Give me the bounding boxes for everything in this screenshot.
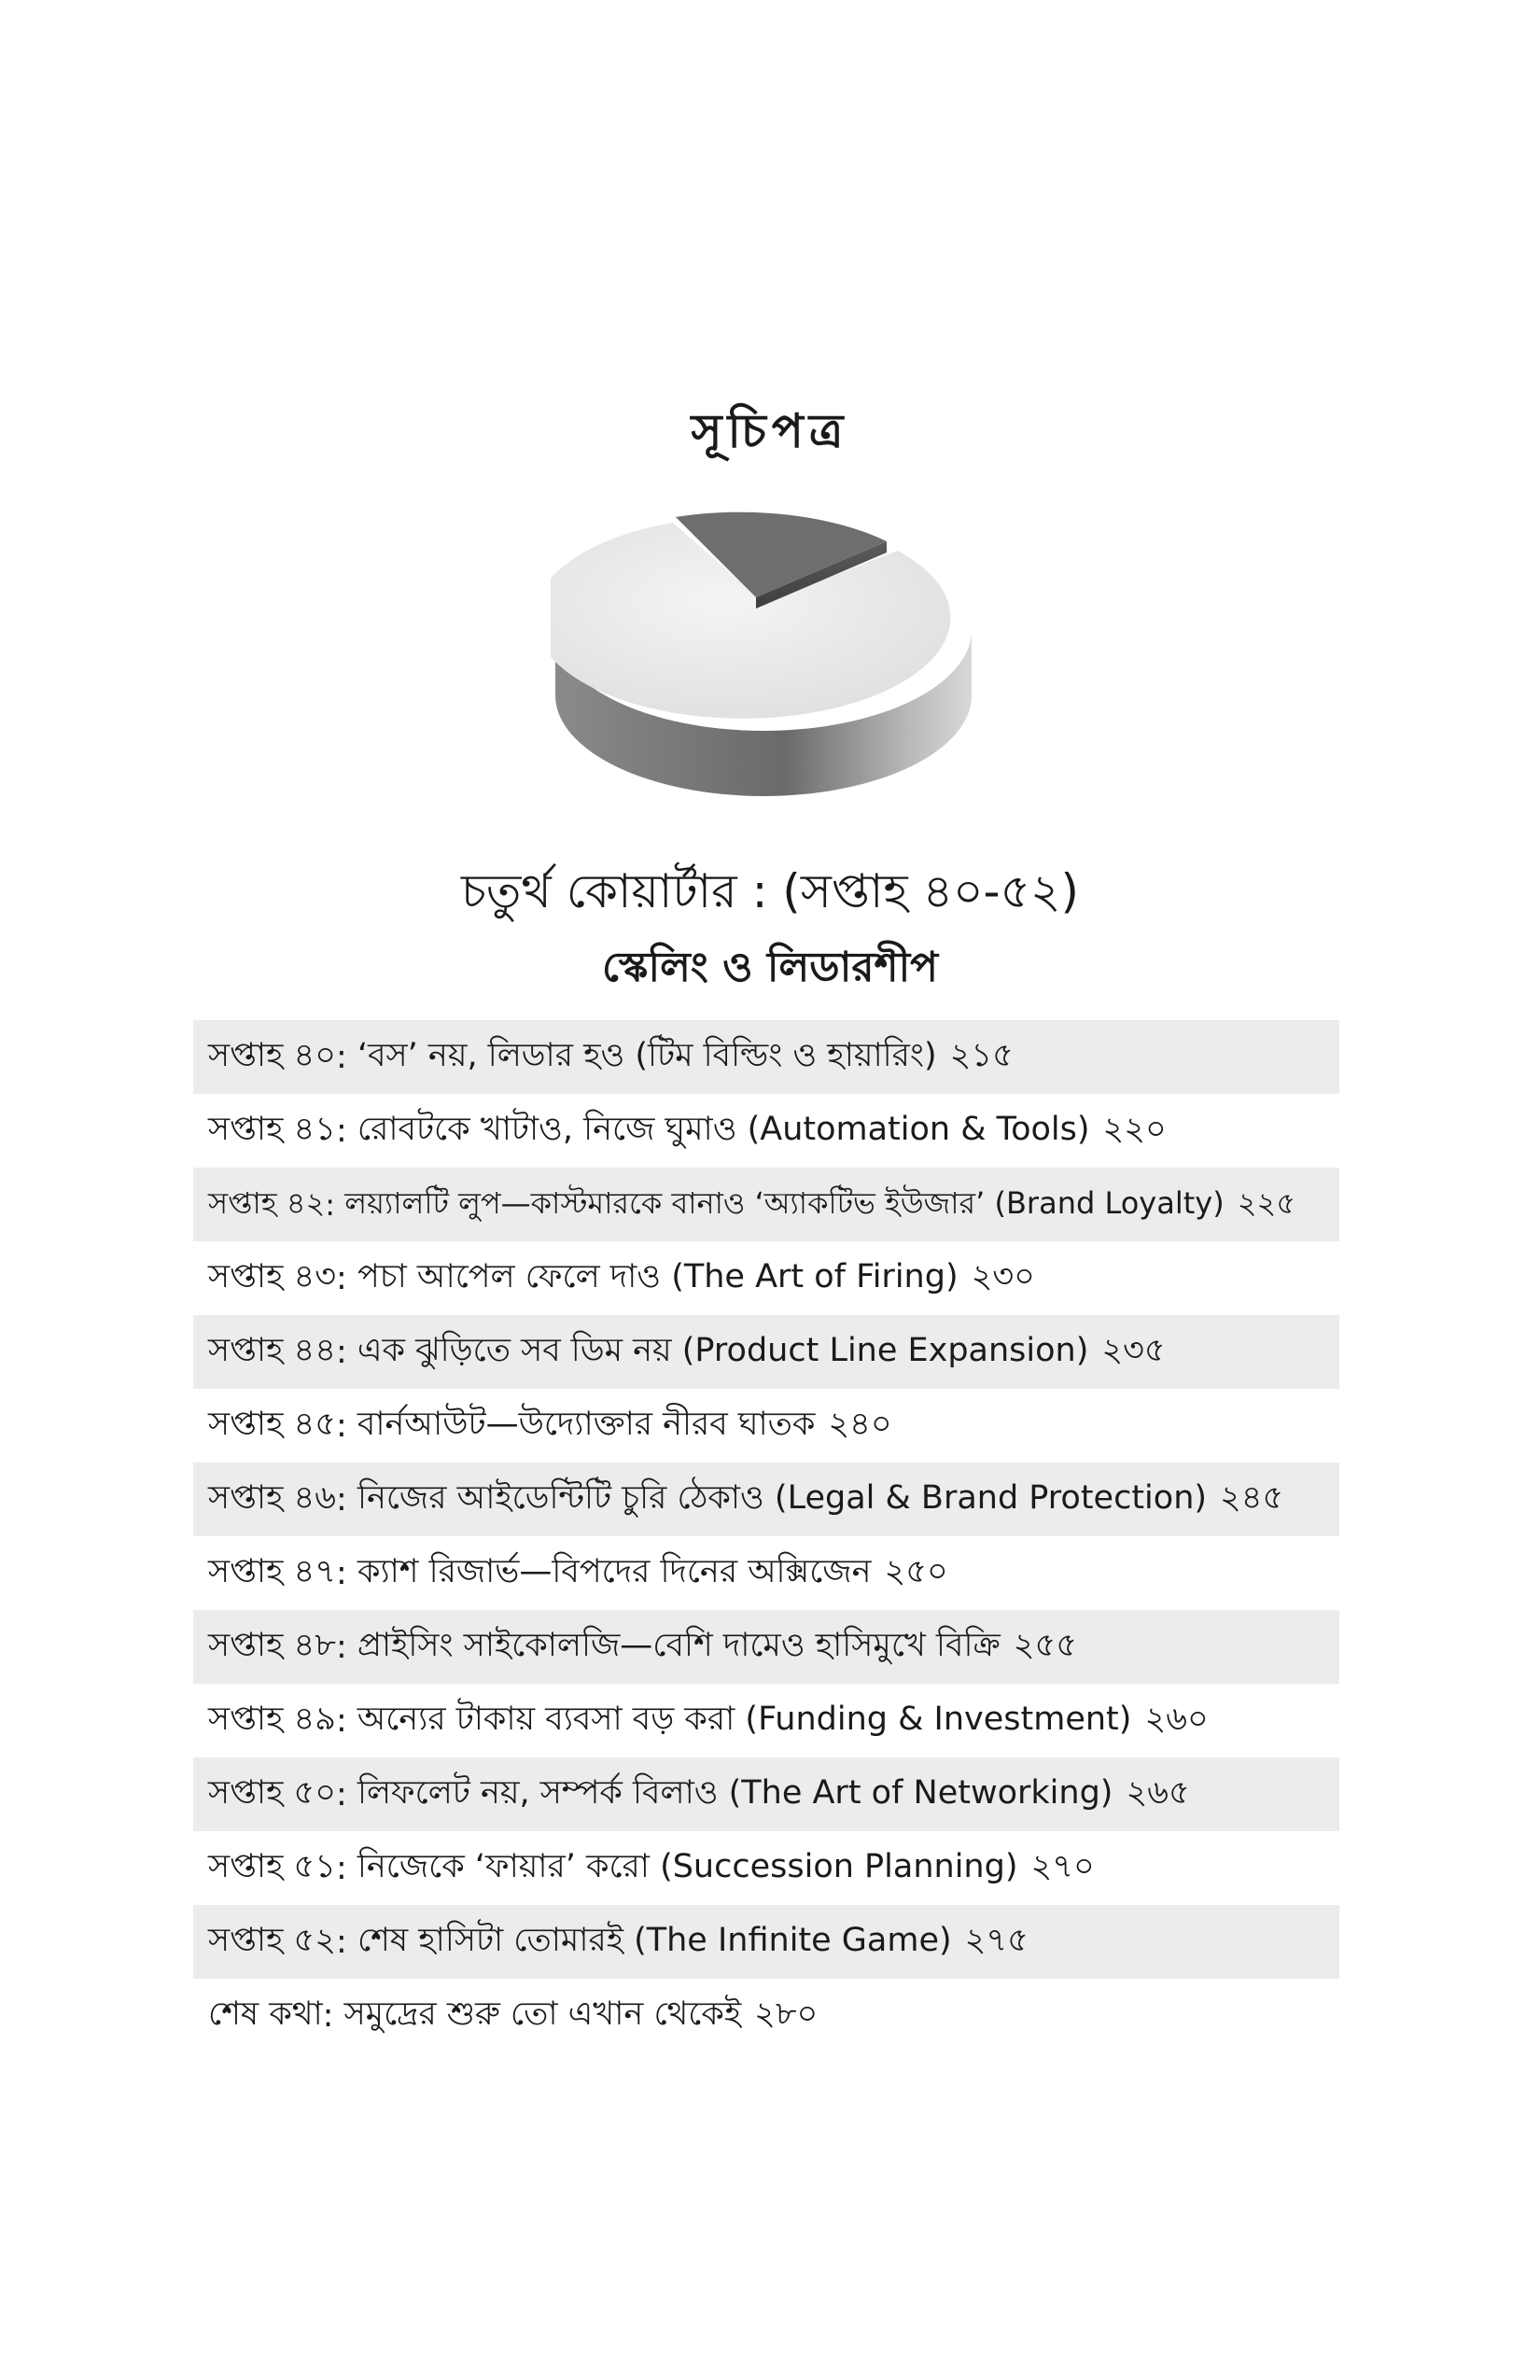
- quarter-subheading: স্কেলিং ও লিডারশীপ: [601, 944, 939, 991]
- toc-entry-page: ২৩৫: [1101, 1332, 1166, 1369]
- toc-entry[interactable]: সপ্তাহ ৪৫ : বার্নআউট—উদ্যোক্তার নীরব ঘাতক ২৪০: [193, 1389, 1339, 1463]
- toc-entry-title: রোবটকে খাটাও, নিজে ঘুমাও (Automation & Tools): [357, 1111, 1090, 1148]
- toc-entry-label: সপ্তাহ ৪১: [208, 1111, 336, 1148]
- toc-entry-title: বার্নআউট—উদ্যোক্তার নীরব ঘাতক: [357, 1406, 816, 1443]
- page-title: সূচিপত্র: [691, 404, 849, 458]
- toc-entry-label: সপ্তাহ ৪০: [208, 1037, 337, 1074]
- toc-entry-title: নিজের আইডেন্টিটি চুরি ঠেকাও (Legal & Brand Protection): [357, 1479, 1208, 1517]
- 3d-pie-chart-icon: [551, 504, 980, 821]
- toc-entry-page: ২৪০: [828, 1406, 892, 1443]
- toc-entry[interactable]: সপ্তাহ ৫২ : শেষ হাসিটা তোমারই (The Infinite Game) ২৭৫: [193, 1905, 1339, 1979]
- toc-entry[interactable]: সপ্তাহ ৫০ : লিফলেট নয়, সম্পর্ক বিলাও (The Art of Networking) ২৬৫: [193, 1757, 1339, 1831]
- toc-entry[interactable]: সপ্তাহ ৪৩ : পচা আপেল ফেলে দাও (The Art of Firing) ২৩০: [193, 1241, 1339, 1315]
- toc-entry-title: লিফলেট নয়, সম্পর্ক বিলাও (The Art of Networking): [357, 1774, 1113, 1812]
- pie-illustration: [551, 504, 980, 821]
- toc-entry-title: অন্যের টাকায় ব্যবসা বড় করা (Funding & Investment): [357, 1701, 1132, 1738]
- toc-entry[interactable]: শেষ কথা : সমুদ্রের শুরু তো এখান থেকেই ২৮০: [193, 1979, 1339, 2052]
- toc-entry[interactable]: সপ্তাহ ৪০ : ‘বস’ নয়, লিডার হও (টিম বিল্ডিং ও হায়ারিং) ২১৫: [193, 1020, 1339, 1094]
- toc-entry[interactable]: সপ্তাহ ৪১ : রোবটকে খাটাও, নিজে ঘুমাও (Automation & Tools) ২২০: [193, 1094, 1339, 1168]
- toc-entry-label: সপ্তাহ ৫১: [208, 1848, 336, 1885]
- toc-entry-label: সপ্তাহ ৪৩: [208, 1258, 337, 1295]
- toc-entry-page: ২৫০: [884, 1553, 948, 1590]
- quarter-heading: চতুর্থ কোয়ার্টার : (সপ্তাহ ৪০-৫২): [460, 864, 1080, 918]
- toc-entry-title: ‘বস’ নয়, লিডার হও (টিম বিল্ডিং ও হায়ারিং): [357, 1037, 937, 1074]
- toc-entry[interactable]: সপ্তাহ ৫১ : নিজেকে ‘ফায়ার’ করো (Succession Planning) ২৭০: [193, 1831, 1339, 1905]
- toc-entry-page: ২২০: [1102, 1111, 1167, 1148]
- table-of-contents: [193, 1020, 1339, 2052]
- toc-entry-label: সপ্তাহ ৫০: [208, 1774, 337, 1812]
- toc-entry-title: শেষ হাসিটা তোমারই (The Infinite Game): [357, 1922, 952, 1959]
- toc-entry-title: ক্যাশ রিজার্ভ—বিপদের দিনের অক্সিজেন: [357, 1553, 872, 1590]
- toc-entry-page: ২৭০: [1030, 1848, 1095, 1885]
- toc-entry-title: পচা আপেল ফেলে দাও (The Art of Firing): [357, 1258, 959, 1295]
- toc-entry-page: ২১৫: [949, 1037, 1014, 1074]
- toc-entry-label: সপ্তাহ ৪৮: [208, 1627, 336, 1664]
- toc-entry[interactable]: সপ্তাহ ৪৮ : প্রাইসিং সাইকোলজি—বেশি দামেও হাসিমুখে বিক্রি ২৫৫: [193, 1610, 1339, 1684]
- toc-entry-page: ২৮০: [754, 1995, 819, 2033]
- toc-entry-page: ২৩০: [971, 1258, 1035, 1295]
- toc-entry-title: এক ঝুড়িতে সব ডিম নয় (Product Line Expansion): [357, 1332, 1089, 1369]
- toc-entry-page: ২৪৫: [1220, 1479, 1284, 1517]
- toc-entry-page: ২৫৫: [1013, 1627, 1077, 1664]
- toc-entry-page: ২৬০: [1144, 1701, 1209, 1738]
- toc-entry-title: লয়্যালটি লুপ—কাস্টমারকে বানাও ‘অ্যাকটিভ ইউজার’ (Brand Loyalty): [344, 1184, 1225, 1221]
- toc-entry-page: ২২৫: [1237, 1184, 1296, 1221]
- toc-entry-page: ২৬৫: [1126, 1774, 1190, 1812]
- toc-entry-label: সপ্তাহ ৪৭: [208, 1553, 337, 1590]
- toc-entry-title: প্রাইসিং সাইকোলজি—বেশি দামেও হাসিমুখে বিক্রি: [357, 1627, 1001, 1664]
- toc-entry[interactable]: সপ্তাহ ৪৪ : এক ঝুড়িতে সব ডিম নয় (Product Line Expansion) ২৩৫: [193, 1315, 1339, 1389]
- toc-entry[interactable]: সপ্তাহ ৪৬ : নিজের আইডেন্টিটি চুরি ঠেকাও (Legal & Brand Protection) ২৪৫: [193, 1463, 1339, 1536]
- toc-entry[interactable]: সপ্তাহ ৪২ : লয়্যালটি লুপ—কাস্টমারকে বানাও ‘অ্যাকটিভ ইউজার’ (Brand Loyalty) ২২৫: [193, 1168, 1339, 1241]
- toc-entry-label: সপ্তাহ ৪৬: [208, 1479, 337, 1517]
- toc-entry[interactable]: সপ্তাহ ৪৯ : অন্যের টাকায় ব্যবসা বড় করা (Funding & Investment) ২৬০: [193, 1684, 1339, 1757]
- toc-entry-label: সপ্তাহ ৪৫: [208, 1406, 336, 1443]
- toc-entry-label: সপ্তাহ ৪৪: [208, 1332, 336, 1369]
- toc-entry-page: ২৭৫: [964, 1922, 1029, 1959]
- toc-entry-title: নিজেকে ‘ফায়ার’ করো (Succession Planning): [357, 1848, 1018, 1885]
- toc-entry-label: শেষ কথা: [208, 1995, 323, 2033]
- toc-entry-title: সমুদ্রের শুরু তো এখান থেকেই: [343, 1995, 742, 2033]
- toc-entry[interactable]: সপ্তাহ ৪৭ : ক্যাশ রিজার্ভ—বিপদের দিনের অক্সিজেন ২৫০: [193, 1536, 1339, 1610]
- toc-entry-label: সপ্তাহ ৫২: [208, 1922, 337, 1959]
- toc-entry-label: সপ্তাহ ৪২: [208, 1184, 326, 1221]
- toc-entry-label: সপ্তাহ ৪৯: [208, 1701, 336, 1738]
